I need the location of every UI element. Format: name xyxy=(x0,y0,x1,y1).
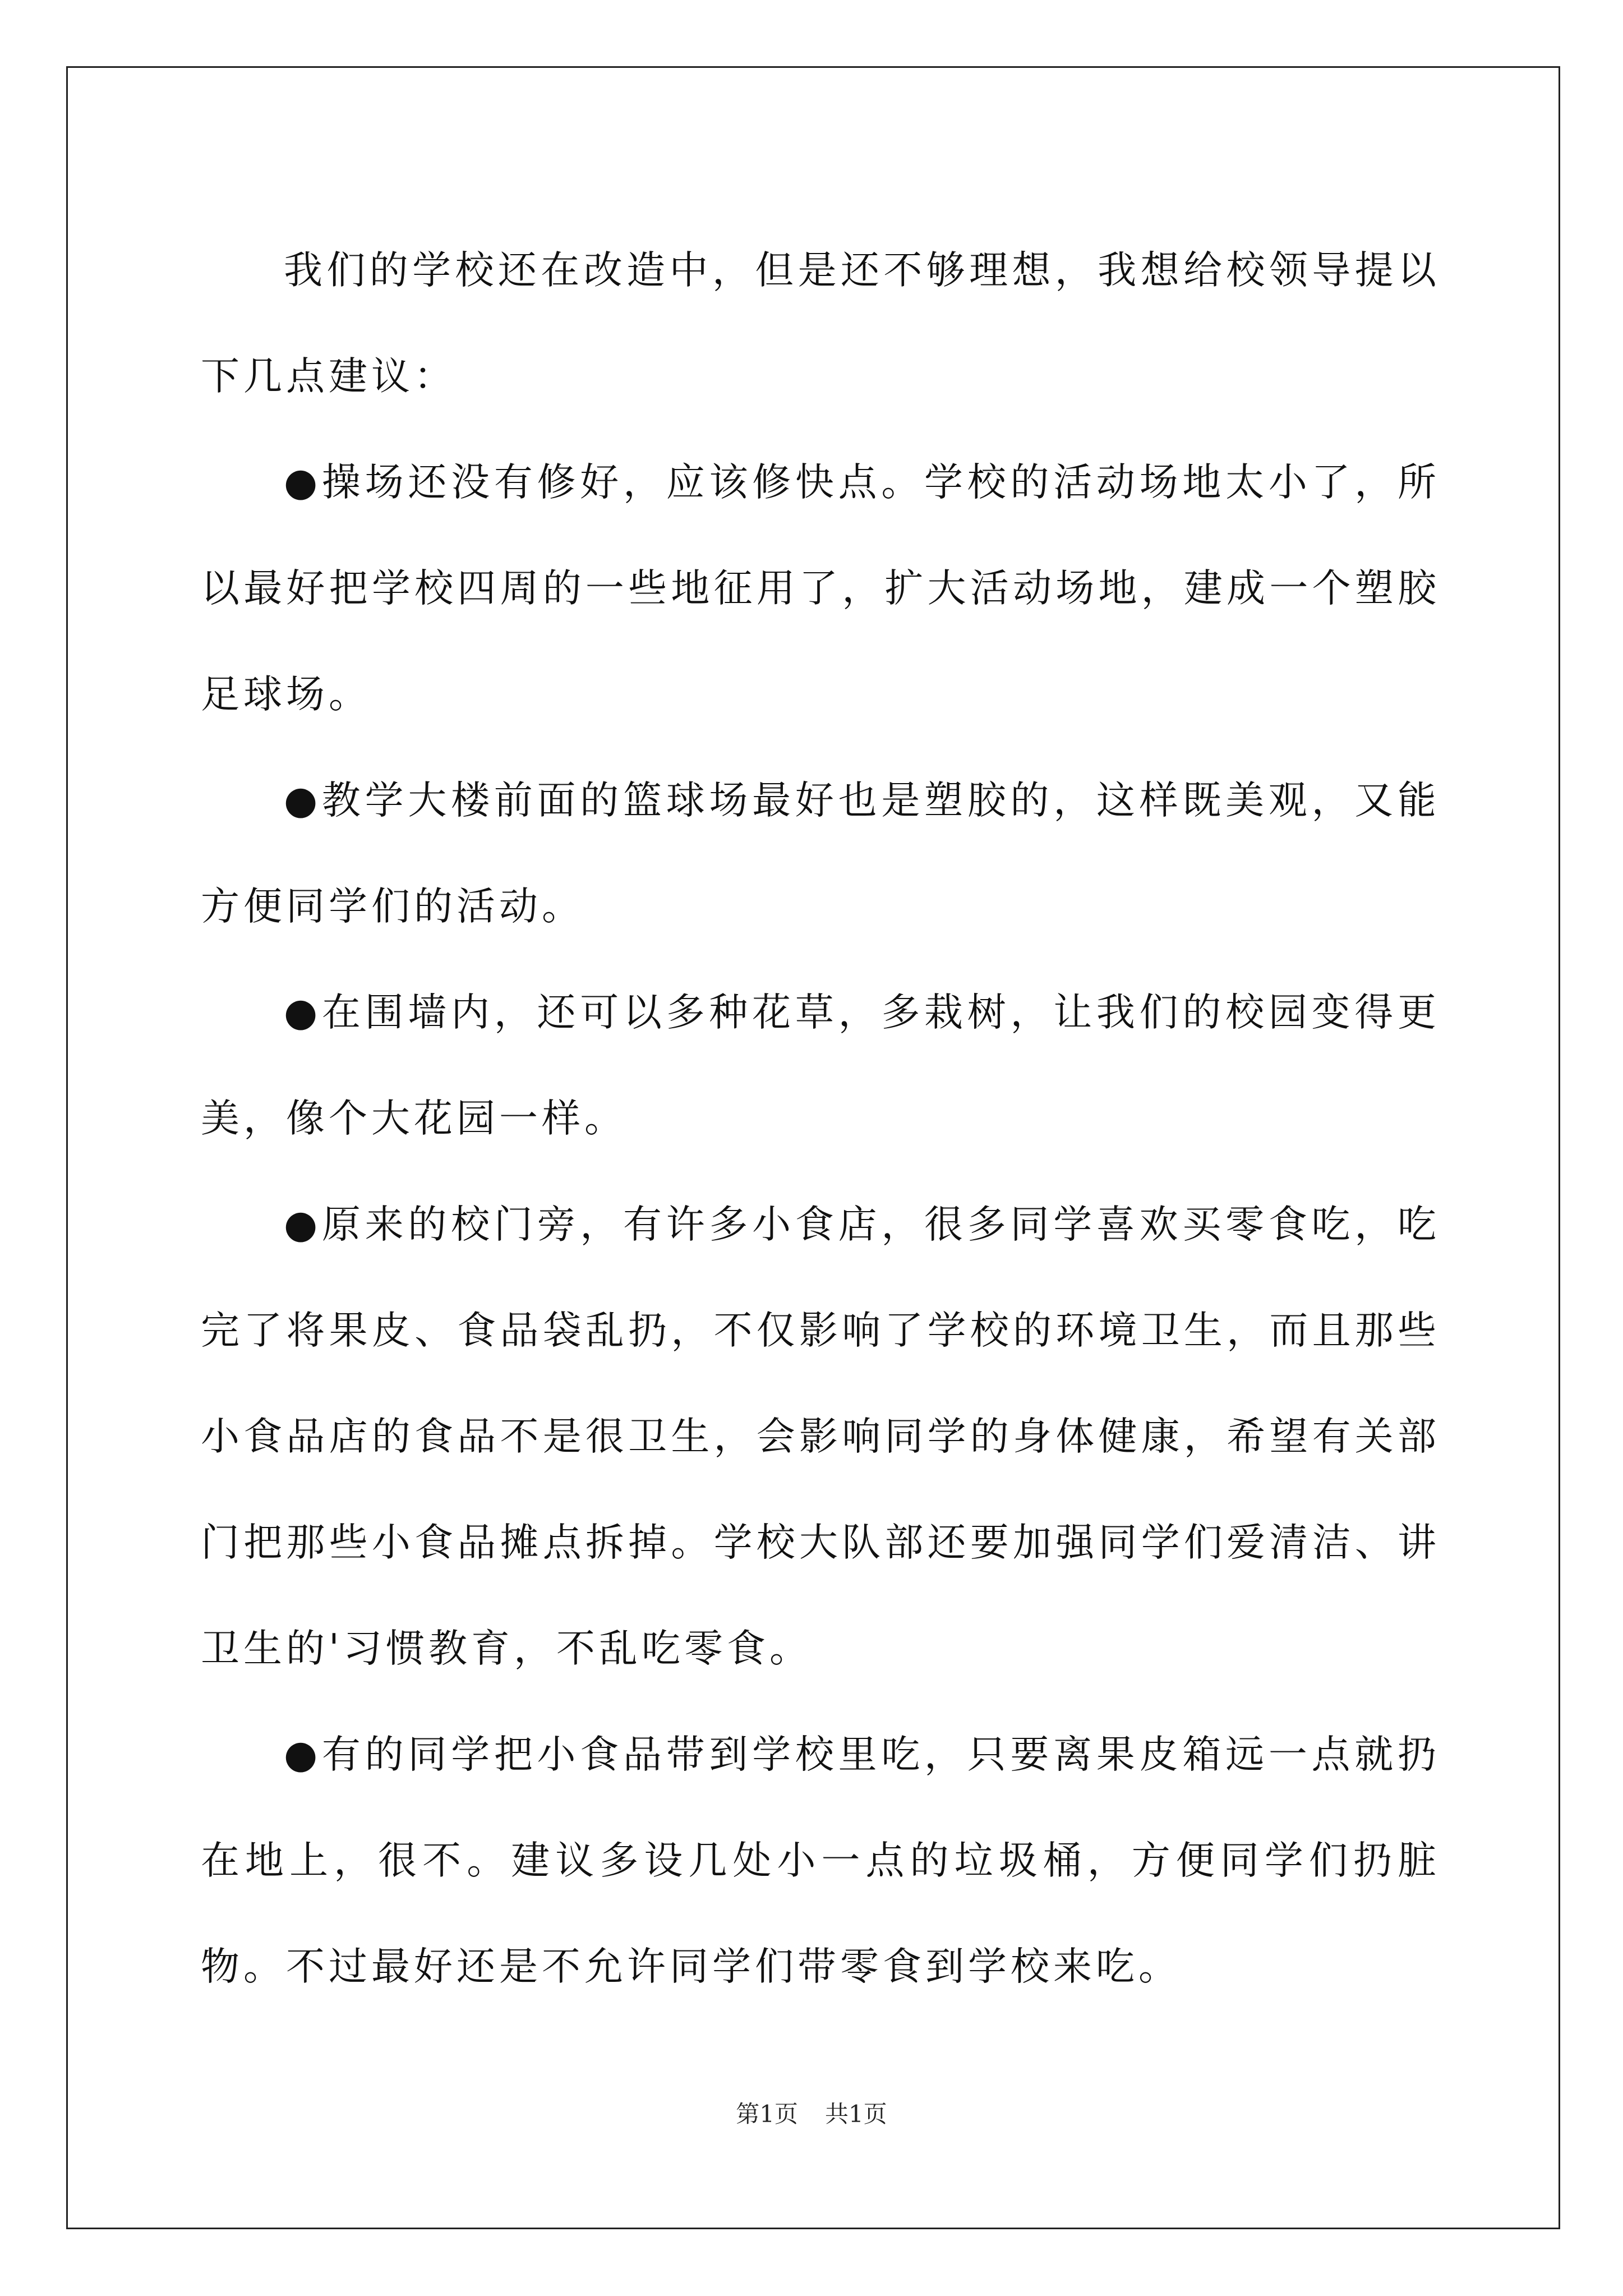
paragraph-playground: ●操场还没有修好，应该修快点。学校的活动场地太小了，所以最好把学校四周的一些地征用了，扩大活动场地，建成一个塑胶足球场。 xyxy=(201,460,1440,717)
document-body xyxy=(201,218,1440,2020)
page-number: 第1页 xyxy=(736,2100,798,2128)
paragraph-intro: 我们的学校还在改造中，但是还不够理想，我想给校领导提以下几点建议： xyxy=(201,248,1440,399)
page-footer xyxy=(0,2096,1623,2129)
paragraph-greening: ●在围墙内，还可以多种花草，多栽树，让我们的校园变得更美，像个大花园一样。 xyxy=(201,990,1440,1141)
paragraph-snack-shops: ●原来的校门旁，有许多小食店，很多同学喜欢买零食吃，吃完了将果皮、食品袋乱扔，不仅影响了学校的环境卫生，而且那些小食品店的食品不是很卫生，会影响同学的身体健康，希望有关部门把那些小食品摊点拆掉。学校大队部还要加强同学们爱清洁、讲卫生的'习惯教育，不乱吃零食。 xyxy=(201,1202,1440,1671)
paragraph-basketball-court: ●教学大楼前面的篮球场最好也是塑胶的，这样既美观，又能方便同学们的活动。 xyxy=(201,778,1440,929)
paragraph-snacks-at-school: ●有的同学把小食品带到学校里吃，只要离果皮箱远一点就扔在地上，很不。建议多设几处小一点的垃圾桶，方便同学们扔脏物。不过最好还是不允许同学们带零食到学校来吃。 xyxy=(201,1732,1440,1989)
total-pages: 共1页 xyxy=(825,2100,887,2128)
